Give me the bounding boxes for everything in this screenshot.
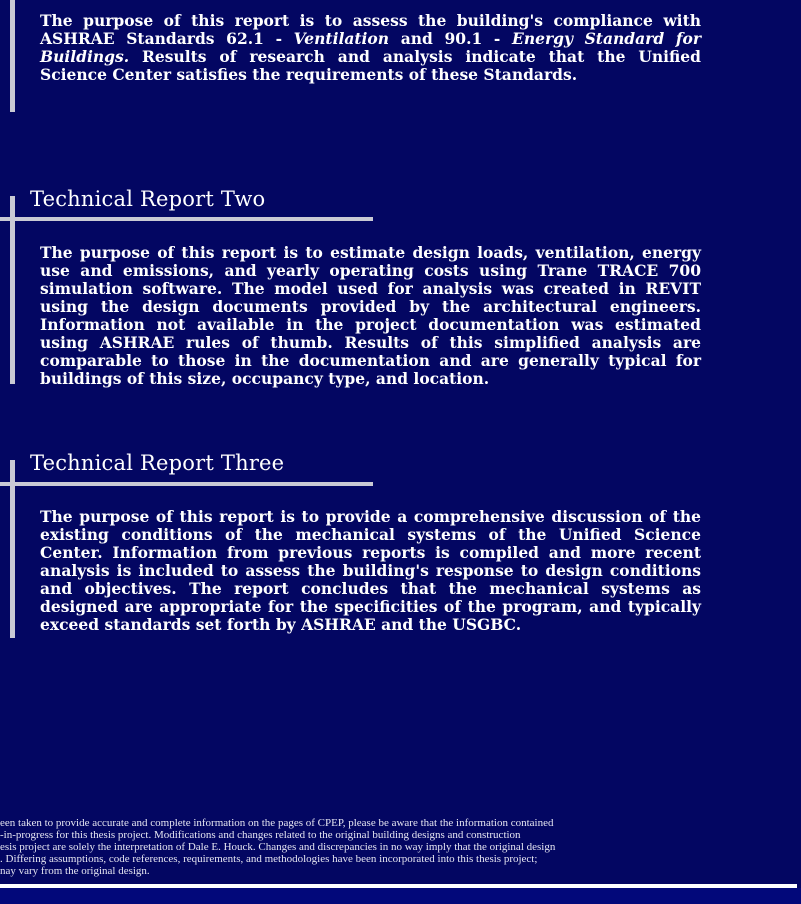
section-divider-horizontal bbox=[0, 217, 373, 221]
report-two-summary: The purpose of this report is to estimate design loads, ventilation, energy use and emissions, and yearly operating costs using Trane TRACE 700 simulation software. The model used for analysis was created in REVIT using the design documents provided by the architectural engineers. Information not available in the project documentation was estimated using ASHRAE rules of thumb. Results of this simplified analysis are comparable to those in the documentation and are generally typical for buildings of this size, occupancy type, and location. bbox=[40, 243, 701, 388]
section-divider-vertical bbox=[10, 460, 15, 638]
report-one-italic-energy-standard: Energy Standard for Buildings. bbox=[40, 29, 701, 66]
footer-band bbox=[0, 888, 801, 904]
report-one-summary bbox=[40, 12, 701, 84]
disclaimer-line: . Differing assumptions, code references, requirements, and methodologies have been incorporated into this thesis project; bbox=[0, 853, 538, 865]
section-divider-vertical bbox=[10, 196, 15, 384]
section-divider-vertical bbox=[10, 0, 15, 112]
report-one-text-a: The purpose of this report is to assess the building's compliance with ASHRAE Standards 62.1 - bbox=[40, 11, 701, 48]
disclaimer-line: esis project are solely the interpretation of Dale E. Houck. Changes and discrepancies in no way imply that the original design bbox=[0, 841, 556, 853]
report-three-heading: Technical Report Three bbox=[30, 451, 285, 475]
report-one-text-b: and 90.1 - bbox=[389, 29, 512, 48]
section-divider-horizontal bbox=[0, 482, 373, 486]
report-one-text-c: Results of research and analysis indicate that the Unified Science Center satisfies the requirements of these Standards. bbox=[40, 47, 701, 84]
report-one-italic-ventilation: Ventilation bbox=[293, 29, 390, 48]
disclaimer-line: nay vary from the original design. bbox=[0, 865, 150, 877]
disclaimer-line: een taken to provide accurate and complete information on the pages of CPEP, please be aware that the information contained bbox=[0, 817, 554, 829]
disclaimer-line: -in-progress for this thesis project. Modifications and changes related to the original building designs and construction bbox=[0, 829, 521, 841]
report-three-summary: The purpose of this report is to provide a comprehensive discussion of the existing conditions of the mechanical systems of the Unified Science Center. Information from previous reports is compiled and more recent analysis is included to assess the building's response to design conditions and objectives. The report concludes that the mechanical systems as designed are appropriate for the specificities of the program, and typically exceed standards set forth by ASHRAE and the USGBC. bbox=[40, 507, 701, 634]
disclaimer bbox=[0, 817, 634, 877]
report-two-heading: Technical Report Two bbox=[30, 187, 266, 211]
